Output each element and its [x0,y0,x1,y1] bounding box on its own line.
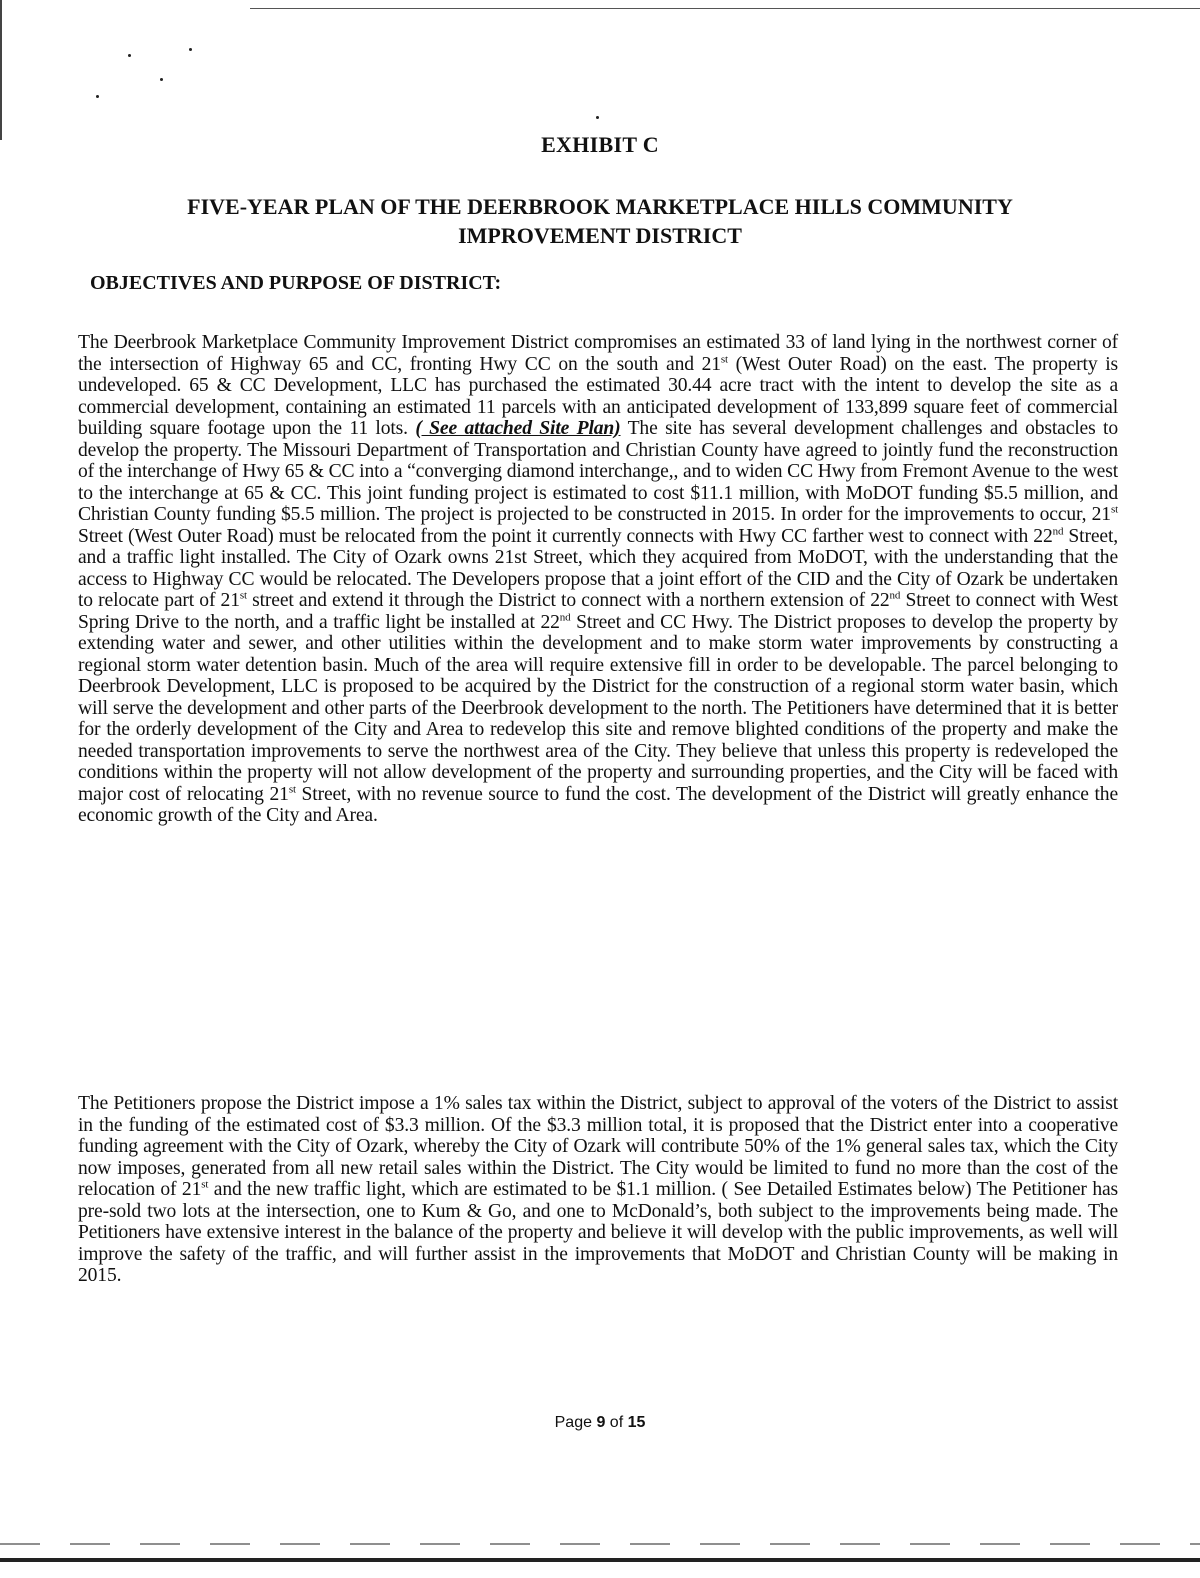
current-page-number: 9 [596,1414,606,1431]
page-of-label: of [605,1414,628,1431]
scan-speck [160,78,163,81]
scan-speck [596,116,599,119]
title-line-2: IMPROVEMENT DISTRICT [458,223,742,248]
text-segment: street and extend it through the District to connect with a northern extension of 22 [246,590,890,611]
superscript: st [201,1178,209,1191]
section-heading: OBJECTIVES AND PURPOSE OF DISTRICT: [90,272,502,294]
document-title [100,192,1100,250]
text-segment: Street, with no revenue source to fund the cost. The development of the District will greatly enhance the economic growth of the City and Area. [78,783,1119,826]
superscript: st [720,352,728,365]
exhibit-label: EXHIBIT C [541,132,659,157]
paragraph-objectives [78,332,1118,827]
superscript: st [1110,503,1118,516]
title-line-1: FIVE-YEAR PLAN OF THE DEERBROOK MARKETPLACE HILLS COMMUNITY [187,194,1013,219]
text-segment: (West Outer Road) on the east. The property is undeveloped. 65 & CC Development, LLC has purchased the estimated 30.44 acre tract with the intent to develop the site as a commercial development, containing an estimated 11 parcels with an anticipated development of 133,899 square feet of commercial building square footage upon the 11 lots. [78,353,1118,439]
total-page-count: 15 [627,1414,646,1431]
text-segment: and the new traffic light, which are estimated to be $1.1 million. ( See Detailed Estimates below) The Petitioner has pre-sold two lots at the intersection, one to Kum & Go, and one to McDonald’s, both subject to the improvements being made. The Petitioners have extensive interest in the balance of the property and believe it will develop with the public improvements, as well will improve the safety of the traffic, and will further assist in the improvements that MoDOT and Christian County will be making in 2015. [78,1179,1118,1286]
superscript: nd [889,589,901,602]
bottom-border-line [0,1558,1200,1562]
text-segment: Street, and a traffic light installed. The City of Ozark owns 21st Street, which they acquired from MoDOT, with the understanding that the access to Highway CC would be relocated. The Developers propose that a joint effort of the CID and the City of Ozark be undertaken to relocate part of 21 [78,525,1118,611]
scan-speck [96,95,99,98]
text-segment: Street to connect with West Spring Drive to the north, and a traffic light be installed at 22 [78,590,1118,633]
superscript: st [239,589,247,602]
site-plan-link[interactable]: ( See attached Site Plan) [415,418,621,439]
paragraph-funding [78,1093,1118,1287]
page-label: Page [554,1414,597,1431]
text-segment: The Petitioners propose the District impose a 1% sales tax within the District, subject to approval of the voters of the District to assist in the funding of the estimated cost of $3.3 million. Of the $3.3 million total, it is proposed that the District enter into a cooperative funding agreement with the City of Ozark, whereby the City of Ozark will contribute 50% of the 1% general sales tax, which the City now imposes, generated from all new retail sales within the District. The City would be limited to fund no more than the cost of the relocation of 21 [78,1093,1118,1200]
superscript: st [288,782,296,795]
page-footer [0,1414,1200,1432]
top-border-line [250,8,1200,9]
scan-speck [189,48,192,51]
superscript: nd [1052,524,1064,537]
bottom-dashed-line [0,1543,1200,1545]
superscript: nd [559,610,571,623]
text-segment: Street and CC Hwy. The District proposes to develop the property by extending water and sewer, and other utilities within the development and to make storm water improvements by constructing a regional storm water detention basin. Much of the area will require extensive fill in order to be developable. The parcel belonging to Deerbrook Development, LLC is proposed to be acquired by the District for the construction of a regional storm water basin, which will serve the development and other parts of the Deerbrook development to the north. The Petitioners have determined that it is better for the orderly development of the City and Area to redevelop this site and remove blighted conditions of the property and make the needed transportation improvements to serve the northwest area of the City. They believe that unless this property is redeveloped the conditions within the property will not allow development of the property and surrounding properties, and the City will be faced with major cost of relocating 21 [78,611,1118,805]
left-border-line [0,0,2,140]
text-segment: The site has several development challenges and obstacles to develop the property. The Missouri Department of Transportation and Christian County have agreed to jointly fund the reconstruction of the interchange of Hwy 65 & CC into a “converging diamond interchange,, and to widen CC Hwy from Fremont Avenue to the west to the interchange at 65 & CC. This joint funding project is estimated to cost $11.1 million, with MoDOT funding $5.5 million, and Christian County funding $5.5 million. The project is projected to be constructed in 2015. In order for the improvements to occur, 21 [78,418,1118,525]
scan-speck [128,54,131,57]
text-segment: Street (West Outer Road) must be relocated from the point it currently connects with Hwy CC farther west to connect with 22 [78,525,1053,547]
text-segment: The Deerbrook Marketplace Community Improvement District compromises an estimated 33 of land lying in the northwest corner of the intersection of Highway 65 and CC, fronting Hwy CC on the south and 21 [78,332,1118,375]
